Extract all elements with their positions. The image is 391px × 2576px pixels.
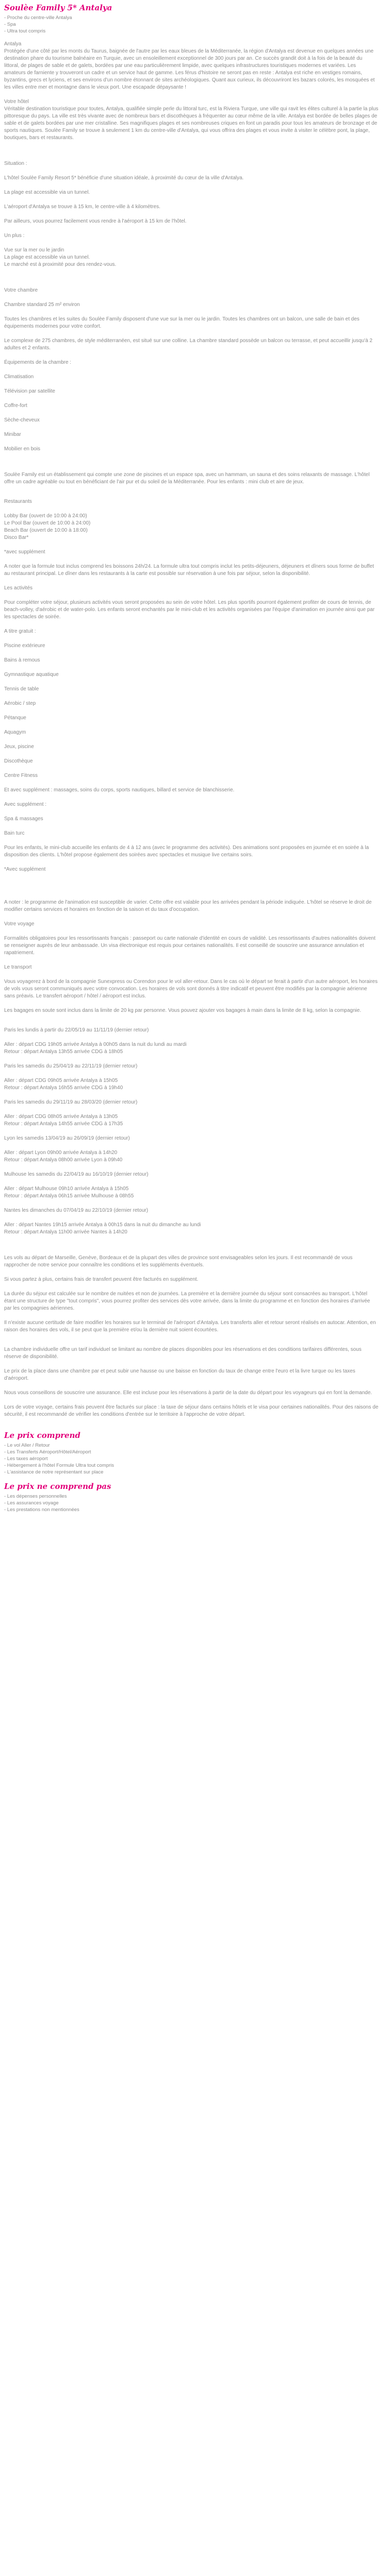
price-excludes-item: - Les dépenses personnelles [4, 1494, 67, 1499]
rooms-note: Mobilier en bois [4, 446, 41, 452]
price-excludes-item: - Les assurances voyage [4, 1500, 59, 1506]
intro-text: Protégée d'une côté par les monts du Taurus, baignée de l'autre par les eaux bleues de la Méditerranée, la région d'Antalya est devenue en quelques années une destination phare du tourisme balnéaire en Turquie, avec un ensoleillement exceptionnel de 300 jours par an. Ce succès grandit doit à la fois de la beauté du littoral, de plages de sable et de galets, bordées par une eau particulièrement limpide, avec quelques infrastructures touristiques modernes et variées. Les amateurs de farniente y trouveront un cadre et un service haut de gamme. Les férus d'histoire ne seront pas en reste : Antalya est riche en vestiges romains, byzantins, grecs et lyciens, et ses environs d'un nombre étonnant de sites archéologiques. Quant aux curieux, ils découvriront les bazars colorés, les mosquées et les villes entre mer et montagne dans le vieux port. Une escapade dépaysante ! [4, 48, 375, 90]
flight-title: Nantes les dimanches du 07/04/19 au 22/10/19 (dernier retour) [4, 1208, 149, 1213]
transport-text: Vous voyagerez à bord de la compagnie Sunexpress ou Corendon pour le vol aller-retour. Dans le cas où le départ se ferait à partir d'un autre aéroport, les horaires de vols vous seront communiqués avec votre convocation. Les horaires de vols sont donnés à titre indicatif et peuvent être modifiés par la compagnie aérienne sans préavis. Le transfert aéroport / hôtel / aéroport est inclus. [4, 979, 378, 999]
flight-retour: Retour : départ Antalya 08h00 arrivée Lyon à 09h40 [4, 1157, 123, 1163]
flight-retour: Retour : départ Antalya 16h55 arrivée CDG à 19h40 [4, 1085, 123, 1091]
flight-block [4, 1063, 379, 1092]
activity-item: Gymnastique aquatique [4, 672, 59, 677]
hotel-section [4, 98, 379, 142]
situation-line: Par ailleurs, vous pourrez facilement vous rendre à l'aéroport à 15 km de l'hôtel. [4, 218, 187, 224]
spa-text: Soulèe Family est un établissement qui compte une zone de piscines et un espace spa, avec un hammam, un sauna et des soins relaxants de massage. L'hôtel offre un cadre agréable ou tout en bénéficiant de l'air pur et du soleil de la Méditerranée. Pour les enfants : mini club et aire de jeux. [4, 472, 370, 485]
flight-title: Lyon les samedis 13/04/19 au 26/09/19 (dernier retour) [4, 1136, 130, 1141]
activities-paying-heading: Avec supplément : [4, 802, 47, 807]
activities-free-heading: A titre gratuit : [4, 629, 36, 634]
flight-aller: Aller : départ CDG 08h05 arrivée Antalya à 13h05 [4, 1114, 118, 1120]
activity-item: Aquagym [4, 730, 26, 735]
situation-extra-line: La plage est accessible via un tunnel. [4, 255, 90, 260]
activity-item: Bains à remous [4, 657, 40, 663]
flight-aller: Aller : départ CDG 09h05 arrivée Antalya à 15h05 [4, 1078, 118, 1083]
transport-heading: Le transport [4, 964, 32, 970]
rooms-intro: Chambre standard 25 m² environ [4, 302, 80, 308]
activities-supp-note: *Avec supplément [4, 867, 46, 872]
flight-retour: Retour : départ Antalya 13h55 arrivée CDG à 18h05 [4, 1049, 123, 1055]
activity-item: Jeux, piscine [4, 744, 34, 750]
rooms-heading: Votre chambre [4, 287, 38, 293]
flight-block [4, 1099, 379, 1128]
rooms-equipment-heading: Équipements de la chambre : [4, 360, 72, 365]
price-excludes-heading: Le prix ne comprend pas [4, 1482, 111, 1491]
restaurant-item: Disco Bar* [4, 535, 29, 540]
transport-note: Les vols au départ de Marseille, Genève, Bordeaux et de la plupart des villes de province sont envisageables selon les jours. Il est recommandé de vous rapprocher de notre service pour connaître les conditions et les suppléments éventuels. [4, 1255, 353, 1268]
flight-aller: Aller : départ Mulhouse 09h10 arrivée Antalya à 15h05 [4, 1186, 129, 1192]
formalities-heading: Votre voyage [4, 921, 35, 927]
activities-section [4, 585, 379, 873]
price-excludes-item: - Les prestations non mentionnées [4, 1507, 79, 1513]
activities-paying-text: Et avec supplément : massages, soins du corps, sports nautiques, billard et service de blanchisserie. [4, 787, 235, 793]
highlight-item: - Proche du centre-ville Antalya [4, 15, 72, 21]
activity-paying-item: Bain turc [4, 831, 25, 836]
restaurants-heading: Restaurants [4, 499, 32, 504]
activities-text: Pour compléter votre séjour, plusieurs activités vous seront proposées au sein de votre hôtel. Les plus sportifs pourront également profiter de cours de tennis, de beach-volley, d'aérobic et de water-polo. Les enfants seront enchantés par le mini-club et les activités organisées par l'équipe d'animation en journée ainsi que par les spectacles de soirée. [4, 600, 375, 620]
formalities-section [4, 921, 379, 957]
hotel-text: Véritable destination touristique pour toutes, Antalya, qualifiée simple perle du littoral turc, est la Riviera Turque, une ville qui ravit les élites culturel à la partie la plus pittoresque du pays. La ville est très vivante avec de nombreux bars et discothèques à fréquenter au cœur même de la ville. Antalya est bordée de belles plages de sable et de galets bordées par une mer cristalline. Ses magnifiques plages et ses nombreuses criques en font un paradis pour tous les amateurs de bronzage et de sports nautiques. Soulèe Family se trouve à seulement 1 km du centre-ville d'Antalya, qui vous offrira des plages et vous invite à visiter le célèbre pont, la plage, boutiques, bars et restaurants. [4, 106, 379, 141]
price-excludes-list [4, 1493, 379, 1513]
ultra-text: A noter que la formule tout inclus comprend les boissons 24h/24. La formule ultra tout compris inclut les petits-déjeuners, déjeuners et dîners sous forme de buffet au restaurant principal. Le dîner dans les restaurants à la carte est possible sur réservation à une fois par séjour, selon la disponibilité. [4, 564, 374, 577]
activity-item: Piscine extérieure [4, 643, 45, 649]
flight-aller: Aller : départ CDG 19h05 arrivée Antalya à 00h05 dans la nuit du lundi au mardi [4, 1042, 187, 1047]
formalities-text: Formalités obligatoires pour les ressortissants français : passeport ou carte nationale d'identité en cours de validité. Les ressortissants d'autres nationalités doivent se renseigner auprès de leur ambassade. Un visa électronique est requis pour certaines nationalités. Il est conseillé de souscrire une assurance annulation et rapatriement. [4, 936, 376, 956]
price-includes-item: - Le vol Aller / Retour [4, 1443, 50, 1448]
transport-note: La durée du séjour est calculée sur le nombre de nuitées et non de journées. La première et la dernière journée du séjour sont consacrées au transport. L'hôtel étant une structure de type "tout compris", vous pourrez profiter des services dès votre arrivée, dans la limite du programme et en fonction des horaires d'arrivée par les compagnies aériennes. [4, 1291, 370, 1311]
activity-item: Tennis de table [4, 686, 39, 692]
price-includes-heading: Le prix comprend [4, 1431, 80, 1440]
price-note: La chambre individuelle offre un tarif individuel se limitant au nombre de places disponibles pour les réservations et des conditions tarifaires différentes, sous réserve de disponibilité. [4, 1347, 362, 1360]
price-note: Lors de votre voyage, certains frais peuvent être facturés sur place : la taxe de séjour dans certains hôtels et le visa pour certaines nationalités. Pour des raisons de sécurité, il est recommandé de vérifier les conditions d'entrée sur le territoire à l'approche de votre départ. [4, 1404, 379, 1417]
price-note: Le prix de la place dans une chambre par et peut subir une hausse ou une baisse en fonction du taux de change entre l'euro et la livre turque ou les taxes d'aéroport. [4, 1368, 355, 1381]
restaurant-item: Beach Bar (ouvert de 10:00 à 18:00) [4, 528, 88, 533]
transport-luggage: Les bagages en soute sont inclus dans la limite de 20 kg par personne. Vous pouvez ajouter vos bagages à main dans la limite de 8 kg, selon la compagnie. [4, 1008, 362, 1013]
flight-block [4, 1207, 379, 1236]
restaurant-item: Le Pool Bar (ouvert de 10:00 à 24:00) [4, 520, 91, 526]
price-includes-list [4, 1442, 379, 1476]
flight-block [4, 1171, 379, 1200]
intro-section [4, 41, 379, 91]
rooms-text: Toutes les chambres et les suites du Soulèe Family disposent d'une vue sur la mer ou le jardin. Toutes les chambres ont un balcon, une salle de bain et des équipements modernes pour votre confort. [4, 316, 360, 329]
flight-title: Mulhouse les samedis du 22/04/19 au 16/10/19 (dernier retour) [4, 1172, 149, 1177]
activity-item: Pétanque [4, 715, 26, 721]
rooms-para2: Le complexe de 275 chambres, de style méditerranéen, est situé sur une colline. La chambre standard possède un balcon ou terrasse, et peut accueillir jusqu'à 2 adultes et 2 enfants. [4, 338, 372, 351]
flight-retour: Retour : départ Antalya 14h55 arrivée CDG à 17h35 [4, 1121, 123, 1127]
flight-block [4, 1135, 379, 1164]
price-includes-item: - Hébergement à l'hôtel Formule Ultra tout compris [4, 1463, 115, 1468]
price-includes-item: - Les Transferts Aéroport/Hôtel/Aéroport [4, 1449, 91, 1455]
restaurant-item: Lobby Bar (ouvert de 10:00 à 24:00) [4, 513, 87, 519]
situation-extra-heading: Un plus : [4, 233, 25, 239]
restaurants-section [4, 498, 379, 556]
situation-extra-line: Le marché est à proximité pour des rendez-vous. [4, 262, 117, 267]
highlight-item: - Spa [4, 22, 16, 27]
activity-item: Aérobic / step [4, 701, 36, 706]
price-note: Nous vous conseillons de souscrire une assurance. Elle est incluse pour les réservations à partir de la date du départ pour les voyageurs qui en font la demande. [4, 1390, 372, 1396]
rooms-equipment-item: Climatisation [4, 374, 34, 380]
intro-heading: Antalya [4, 41, 22, 47]
price-includes-item: - Les taxes aéroport [4, 1456, 48, 1462]
highlight-item: - Ultra tout compris [4, 28, 46, 34]
activities-animation: Pour les enfants, le mini-club accueille les enfants de 4 à 12 ans (avec le programme des activités). Des animations sont proposées en journée et en soirée à la disposition des clients. L'hôtel propose également des soirées avec spectacles et musique live certains soirs. [4, 845, 369, 858]
flights-list [4, 1027, 379, 1236]
notes-text: A noter : le programme de l'animation est susceptible de varier. Cette offre est valable pour les arrivées pendant la période indiquée. L'hôtel se réserve le droit de modifier certains services et horaires en fonction de la saison et du taux d'occupation. [4, 900, 372, 912]
flight-retour: Retour : départ Antalya 11h00 arrivée Nantes à 14h20 [4, 1229, 127, 1235]
situation-line: L'hôtel Soulèe Family Resort 5* bénéficie d'une situation idéale, à proximité du cœur de la ville d'Antalya. [4, 175, 244, 181]
restaurants-note: *avec supplément [4, 549, 45, 555]
rooms-equipment-item: Télévision par satellite [4, 388, 55, 394]
flight-aller: Aller : départ Nantes 19h15 arrivée Antalya à 00h15 dans la nuit du dimanche au lundi [4, 1222, 201, 1228]
flight-title: Paris les lundis à partir du 22/05/19 au 11/11/19 (dernier retour) [4, 1027, 149, 1033]
transport-section [4, 964, 379, 1014]
rooms-equipment-item: Sèche-cheveux [4, 417, 40, 423]
transport-note: Si vous partez à plus, certains frais de transfert peuvent être facturés en supplément. [4, 1277, 199, 1282]
activity-item: Discothèque [4, 758, 33, 764]
flight-title: Paris les samedis du 25/04/19 au 22/11/19 (dernier retour) [4, 1063, 138, 1069]
situation-section [4, 160, 379, 268]
rooms-equipment-item: Coffre-fort [4, 403, 27, 409]
transport-note: Il n'existe aucune certitude de faire modifier les horaires sur le terminal de l'aéroport d'Antalya. Les transferts aller et retour seront réalisés en autocar. Attention, en raison des horaires des vols, il se peut que la première et/ou la dernière nuit soient écourtées. [4, 1320, 376, 1333]
page-title: Soulèe Family 5* Antalya [4, 3, 112, 12]
price-includes-item: - L'assistance de notre représentant sur place [4, 1469, 104, 1475]
situation-line: L'aéroport d'Antalya se trouve à 15 km, le centre-ville à 4 kilomètres. [4, 204, 160, 210]
situation-line: La plage est accessible via un tunnel. [4, 190, 90, 195]
flight-block [4, 1027, 379, 1056]
rooms-equipment-item: Minibar [4, 432, 21, 437]
flight-retour: Retour : départ Antalya 06h15 arrivée Mulhouse à 08h55 [4, 1193, 134, 1199]
highlights-list [4, 14, 379, 35]
hotel-heading: Votre hôtel [4, 99, 29, 105]
activities-heading: Les activités [4, 585, 33, 591]
activity-paying-item: Spa & massages [4, 816, 43, 822]
situation-heading: Situation : [4, 161, 27, 166]
flight-title: Paris les samedis du 29/11/19 au 28/03/20 (dernier retour) [4, 1099, 138, 1105]
rooms-section [4, 287, 379, 453]
flight-aller: Aller : départ Lyon 09h00 arrivée Antalya à 14h20 [4, 1150, 118, 1156]
situation-extra-line: Vue sur la mer ou le jardin [4, 247, 64, 253]
activity-item: Centre Fitness [4, 773, 38, 778]
